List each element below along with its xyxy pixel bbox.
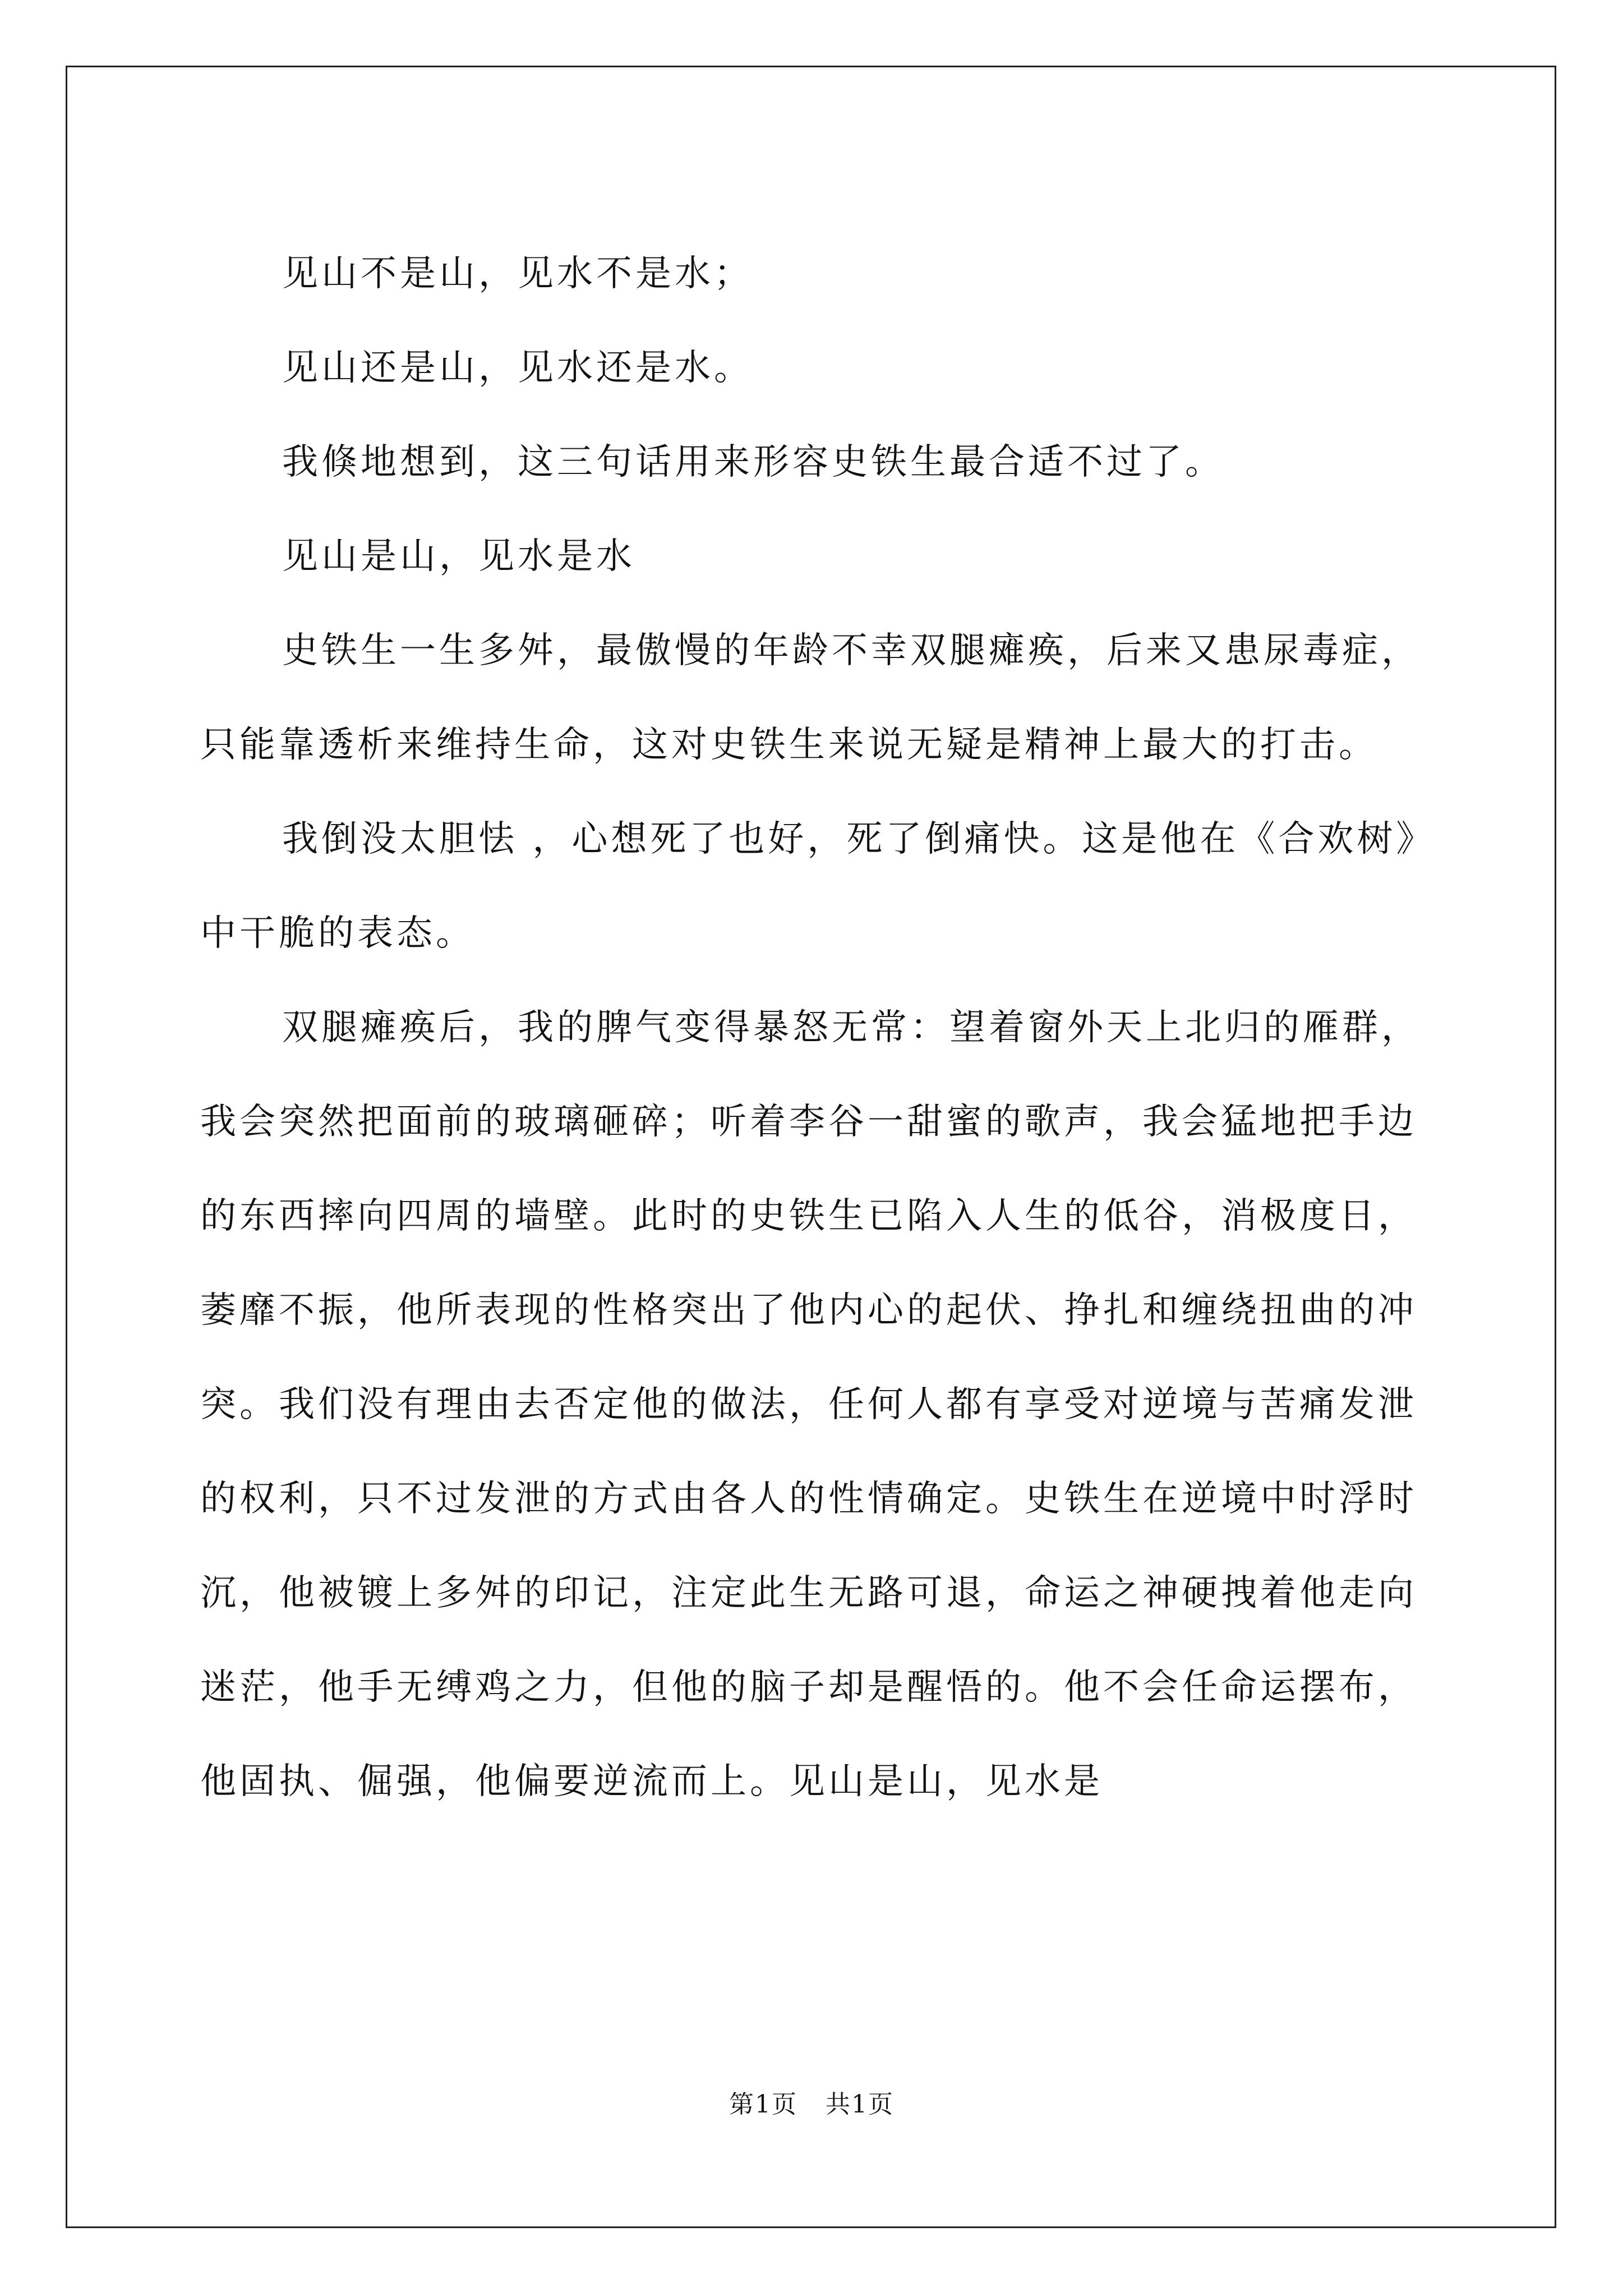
page-footer: [0, 2088, 1623, 2122]
page-total: 共1页: [826, 2090, 894, 2119]
document-body: [200, 227, 1436, 1829]
paragraph-5: 史铁生一生多舛，最傲慢的年龄不幸双腿瘫痪，后来又患尿毒症，只能靠透析来维持生命，这对史铁生来说无疑是精神上最大的打击。: [200, 630, 1421, 766]
paragraph-7: 双腿瘫痪后，我的脾气变得暴怒无常：望着窗外天上北归的雁群，我会突然把面前的玻璃砸碎；听着李谷一甜蜜的歌声，我会猛地把手边的东西摔向四周的墙壁。此时的史铁生已陷入人生的低谷，消极度日，萎靡不振，他所表现的性格突出了他内心的起伏、挣扎和缠绕扭曲的冲突。我们没有理由去否定他的做法，任何人都有享受对逆境与苦痛发泄的权利，只不过发泄的方式由各人的性情确定。史铁生在逆境中时浮时沉，他被镀上多舛的印记，注定此生无路可退，命运之神硬拽着他走向迷茫，他手无缚鸡之力，但他的脑子却是醒悟的。他不会任命运摆布，他固执、倔强，他偏要逆流而上。见山是山，见水是: [200, 1007, 1421, 1802]
paragraph-6: 我倒没太胆怯 ，心想死了也好，死了倒痛快。这是他在《合欢树》中干脆的表态。: [200, 818, 1436, 954]
paragraph-3: 我倏地想到，这三句话用来形容史铁生最合适不过了。: [282, 441, 1224, 483]
paragraph-1: 见山不是山，见水不是水；: [282, 253, 753, 295]
page-number: 第1页: [729, 2090, 797, 2119]
paragraph-4: 见山是山，见水是水: [282, 536, 635, 577]
paragraph-2: 见山还是山，见水还是水。: [282, 347, 753, 389]
